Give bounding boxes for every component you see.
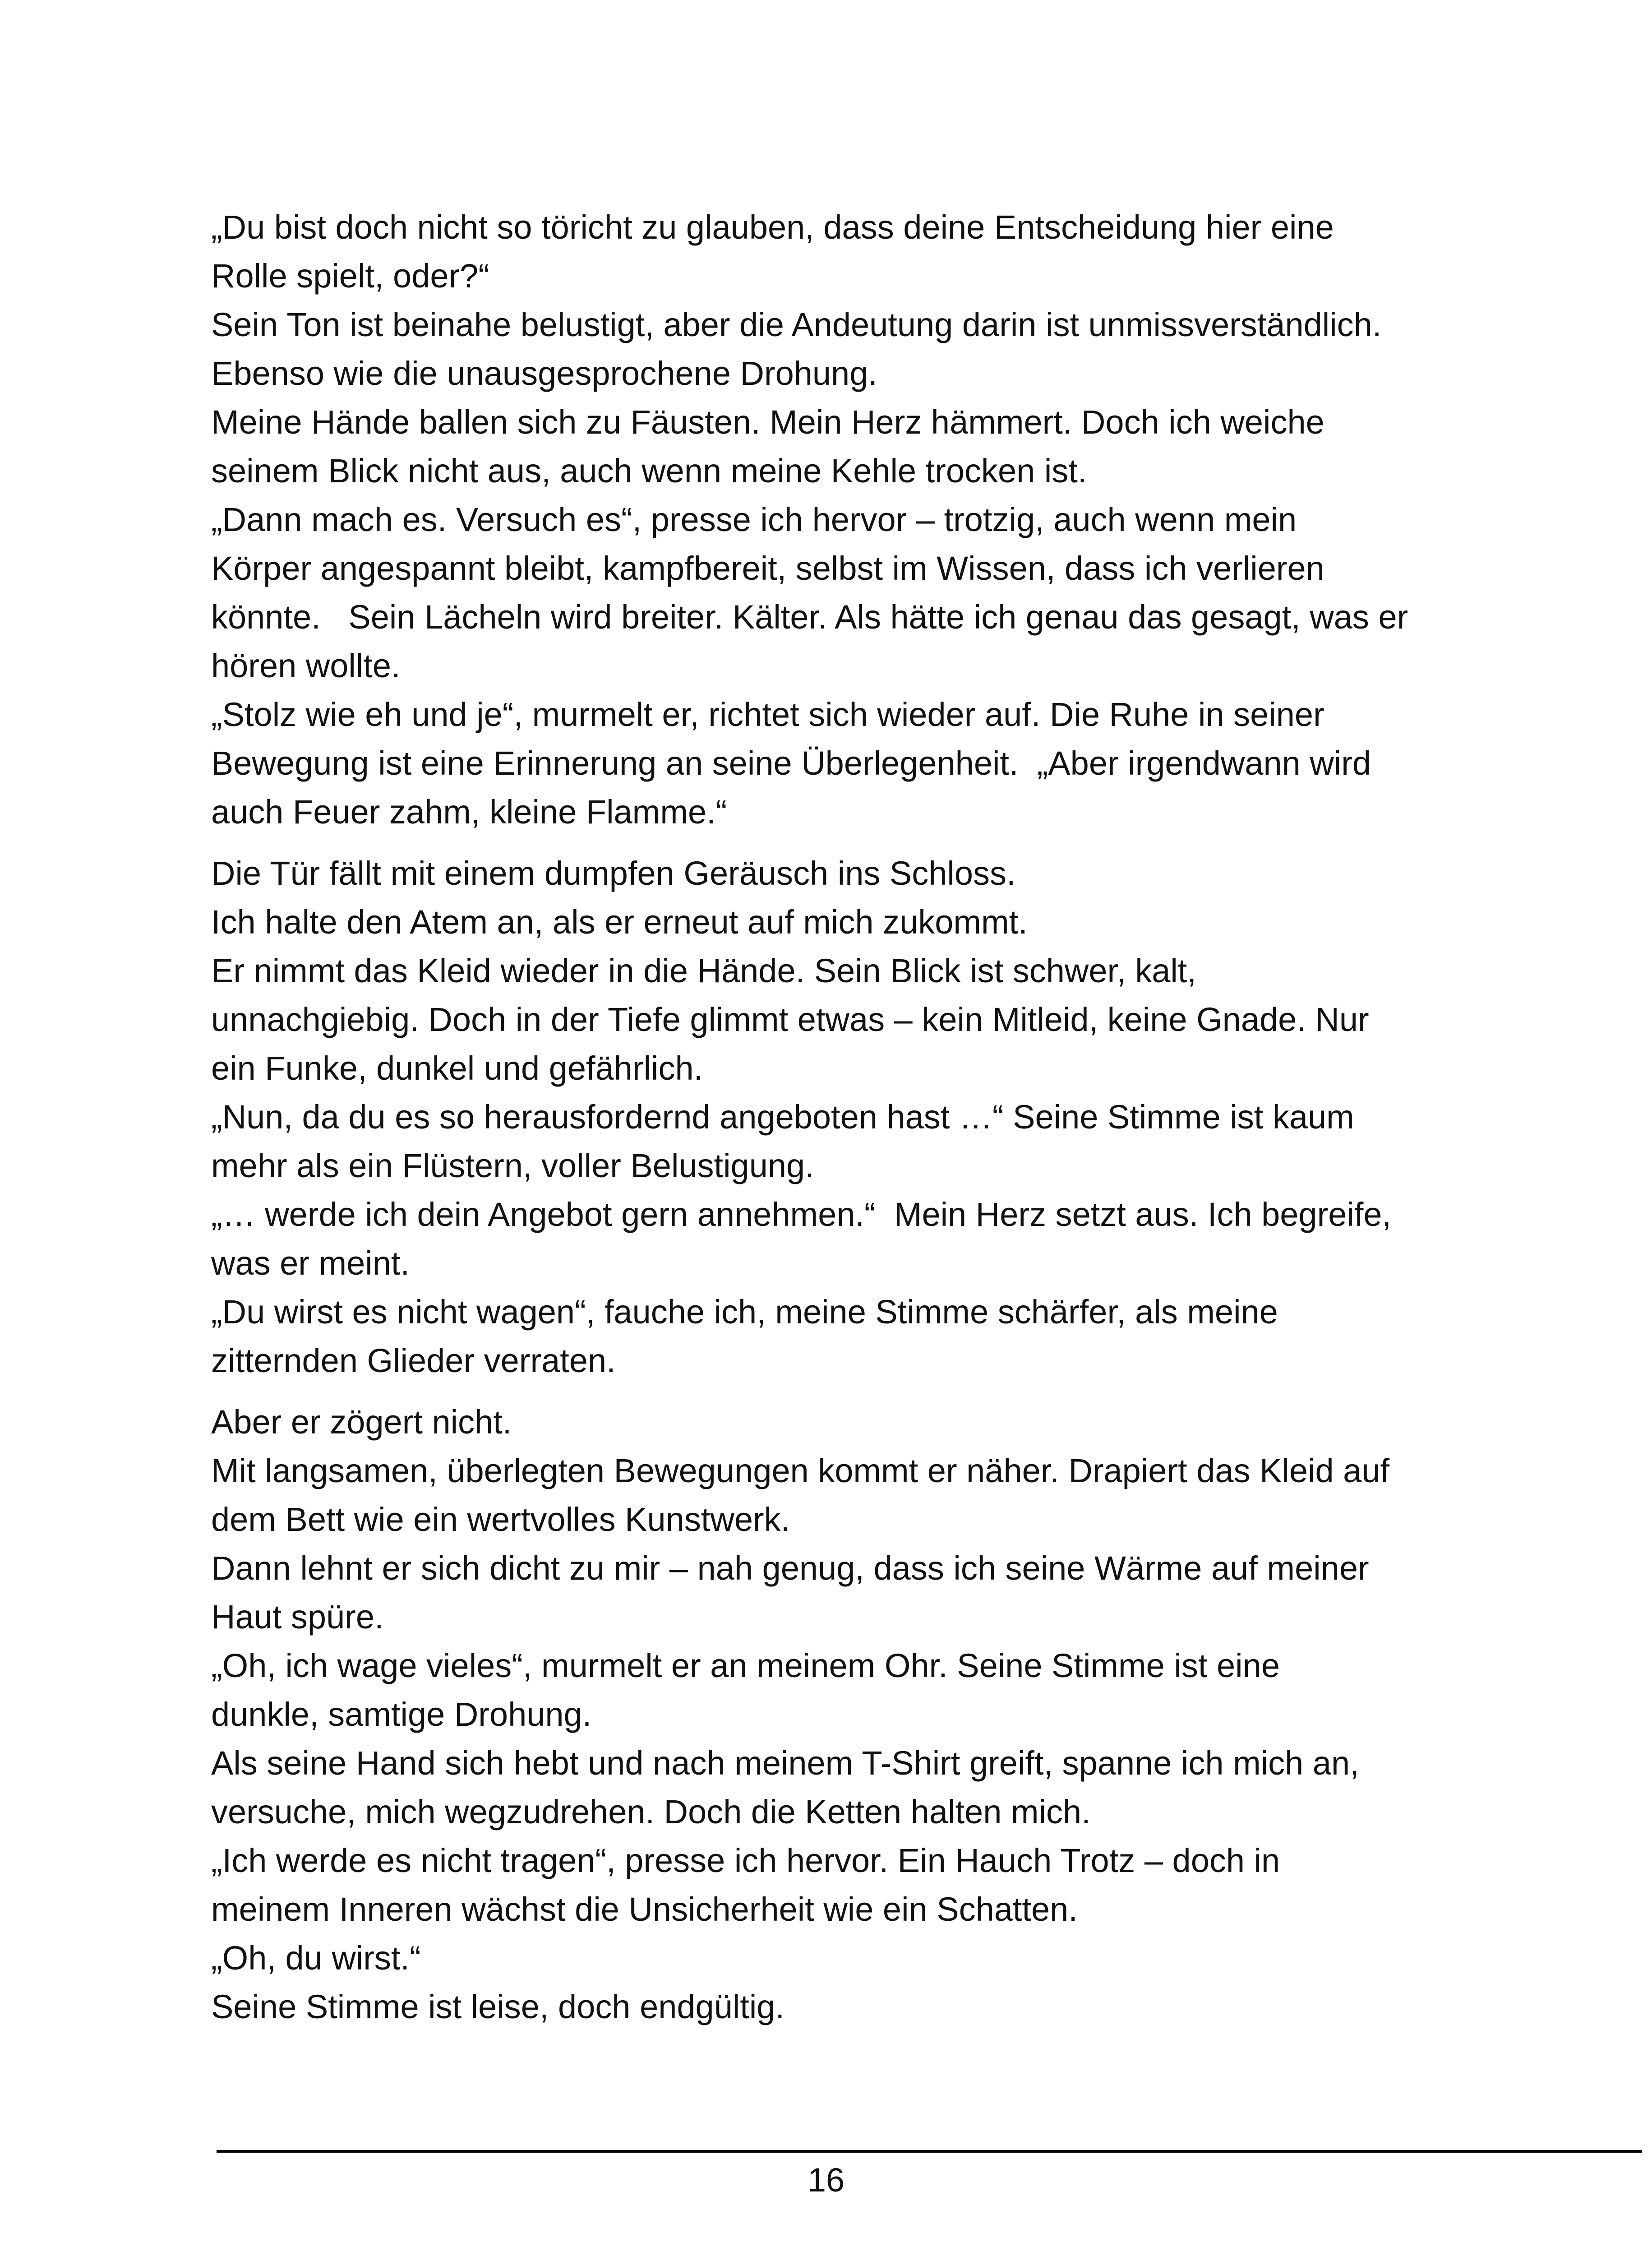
text-line: Er nimmt das Kleid wieder in die Hände. Sein Blick ist schwer, kalt,	[211, 952, 1196, 989]
text-line: „Stolz wie eh und je“, murmelt er, richtet sich wieder auf. Die Ruhe in seiner	[211, 696, 1324, 733]
text-line: „Du bist doch nicht so töricht zu glauben, dass deine Entscheidung hier eine	[211, 208, 1334, 246]
text-line: auch Feuer zahm, kleine Flamme.“	[211, 793, 727, 831]
text-line: Dann lehnt er sich dicht zu mir – nah genug, dass ich seine Wärme auf meiner	[211, 1549, 1369, 1587]
text-line: ein Funke, dunkel und gefährlich.	[211, 1049, 703, 1087]
page-number: 16	[807, 2161, 845, 2199]
text-line: Haut spüre.	[211, 1598, 384, 1636]
paragraph-gap	[211, 837, 1483, 849]
text-line: „… werde ich dein Angebot gern annehmen.“ Mein Herz setzt aus. Ich begreife,	[211, 1196, 1392, 1233]
footer-divider	[217, 2150, 1642, 2153]
text-line: Als seine Hand sich hebt und nach meinem T-Shirt greift, spanne ich mich an,	[211, 1744, 1359, 1782]
text-line: dunkle, samtige Drohung.	[211, 1696, 592, 1733]
text-line: dem Bett wie ein wertvolles Kunstwerk.	[211, 1501, 790, 1538]
text-line: Sein Ton ist beinahe belustigt, aber die Andeutung darin ist unmissverständlich.	[211, 306, 1382, 343]
text-line: „Oh, ich wage vieles“, murmelt er an meinem Ohr. Seine Stimme ist eine	[211, 1647, 1280, 1684]
text-line: Ebenso wie die unausgesprochene Drohung.	[211, 355, 877, 392]
text-line: Meine Hände ballen sich zu Fäusten. Mein Herz hämmert. Doch ich weiche	[211, 403, 1324, 441]
text-line: „Oh, du wirst.“	[211, 1939, 421, 1977]
text-line: zitternden Glieder verraten.	[211, 1342, 616, 1379]
text-line: Ich halte den Atem an, als er erneut auf mich zukommt.	[211, 903, 1028, 941]
text-line: „Ich werde es nicht tragen“, presse ich hervor. Ein Hauch Trotz – doch in	[211, 1842, 1280, 1879]
text-line: Bewegung ist eine Erinnerung an seine Überlegenheit. „Aber irgendwann wird	[211, 744, 1371, 782]
text-line: meinem Inneren wächst die Unsicherheit wie ein Schatten.	[211, 1891, 1078, 1928]
text-line: „Nun, da du es so herausfordernd angeboten hast …“ Seine Stimme ist kaum	[211, 1098, 1354, 1136]
text-line: seinem Blick nicht aus, auch wenn meine Kehle trocken ist.	[211, 452, 1087, 490]
text-line: könnte. Sein Lächeln wird breiter. Kälter. Als hätte ich genau das gesagt, was er	[211, 598, 1408, 636]
text-line: „Dann mach es. Versuch es“, presse ich hervor – trotzig, auch wenn mein	[211, 501, 1297, 538]
text-line: was er meint.	[211, 1244, 410, 1282]
text-line: Aber er zögert nicht.	[211, 1403, 512, 1441]
page-body-text	[211, 203, 1483, 2031]
text-line: Mit langsamen, überlegten Bewegungen kommt er näher. Drapiert das Kleid auf	[211, 1452, 1390, 1489]
text-line: mehr als ein Flüstern, voller Belustigung.	[211, 1147, 814, 1184]
paragraph-gap	[211, 1385, 1483, 1398]
text-line: versuche, mich wegzudrehen. Doch die Ketten halten mich.	[211, 1793, 1091, 1831]
text-line: unnachgiebig. Doch in der Tiefe glimmt etwas – kein Mitleid, keine Gnade. Nur	[211, 1001, 1369, 1038]
text-line: Seine Stimme ist leise, doch endgültig.	[211, 1988, 785, 2025]
text-line: „Du wirst es nicht wagen“, fauche ich, meine Stimme schärfer, als meine	[211, 1293, 1278, 1331]
text-line: hören wollte.	[211, 647, 401, 684]
text-line: Körper angespannt bleibt, kampfbereit, selbst im Wissen, dass ich verlieren	[211, 550, 1324, 587]
text-line: Rolle spielt, oder?“	[211, 257, 489, 295]
text-line: Die Tür fällt mit einem dumpfen Geräusch ins Schloss.	[211, 855, 1016, 892]
